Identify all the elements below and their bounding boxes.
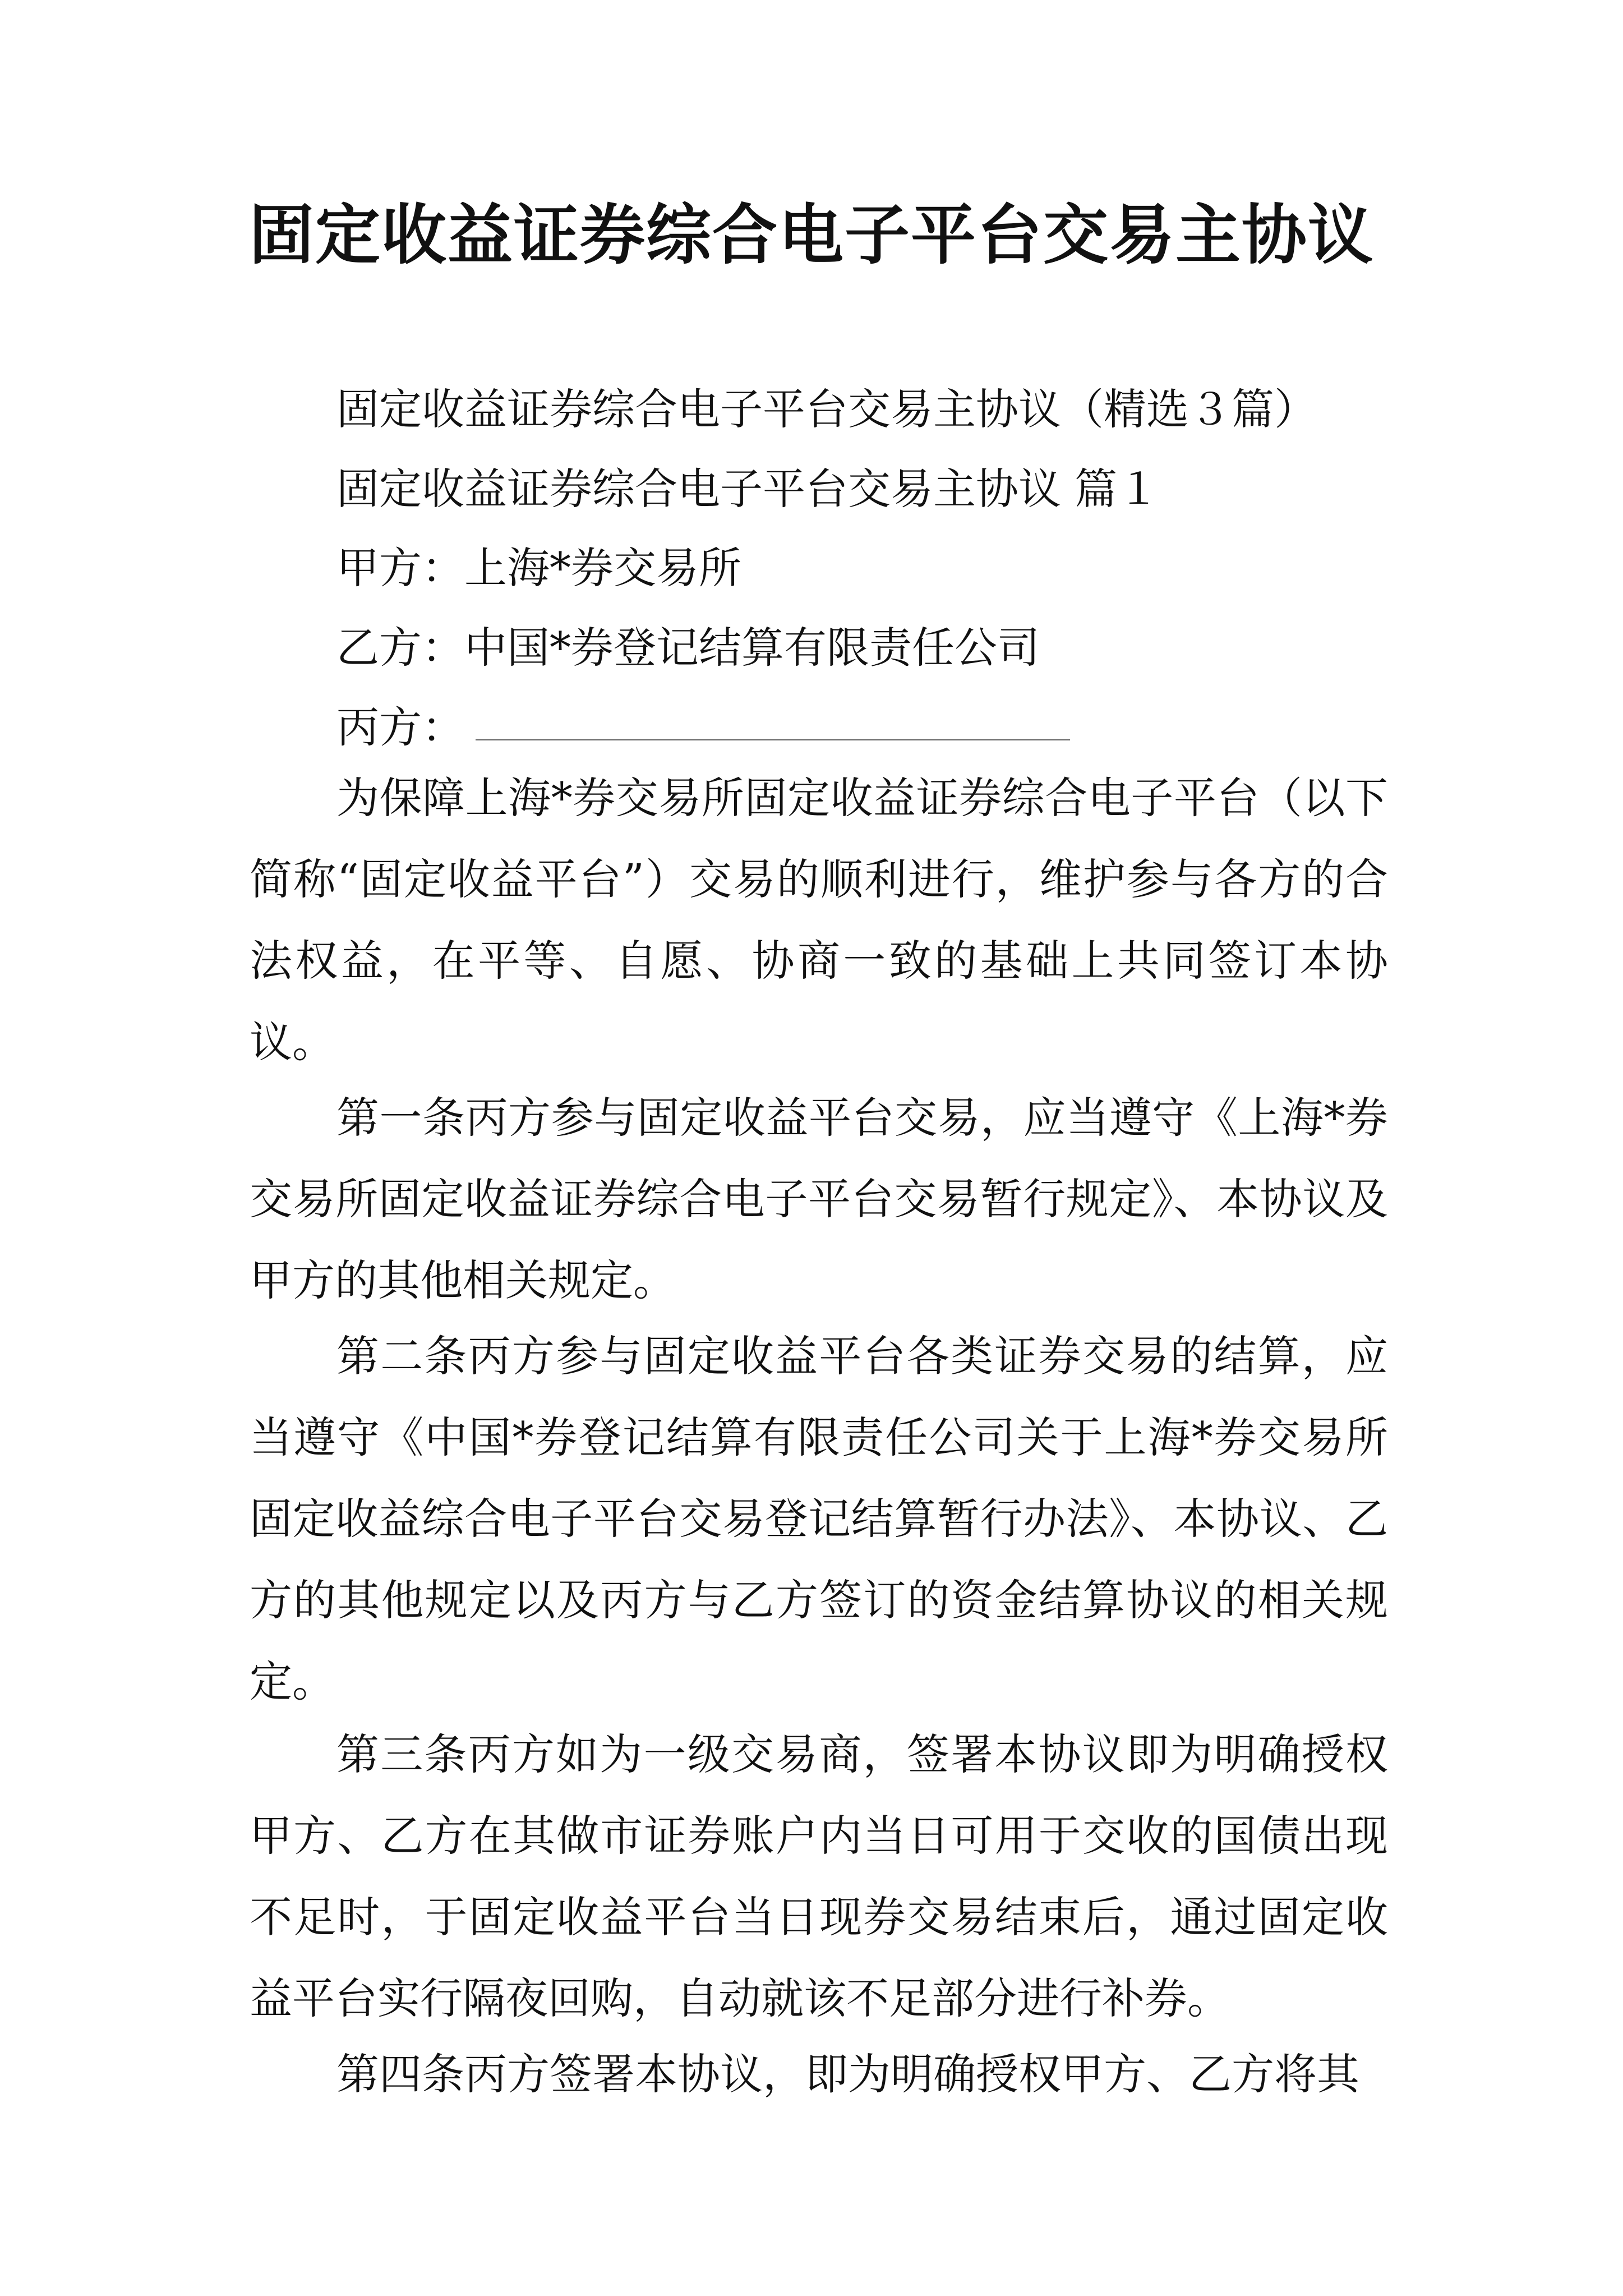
subtitle-collection: 固定收益证券综合电子平台交易主协议（精选３篇） xyxy=(336,384,1317,434)
party-c xyxy=(336,700,1070,756)
paragraph-article-2: 第二条丙方参与固定收益平台各类证券交易的结算，应当遵守《中国*券登记结算有限责任公司关于上海*券交易所固定收益综合电子平台交易登记结算暂行办法》、本协议、乙方的其他规定以及丙方与乙方签订的资金结算协议的相关规定。 xyxy=(250,1331,1388,1706)
party-a: 甲方：上海*券交易所 xyxy=(336,543,741,593)
paragraph-article-4: 第四条丙方签署本协议，即为明确授权甲方、乙方将其 xyxy=(336,2049,1359,2099)
party-c-blank-line xyxy=(476,700,1070,740)
party-c-label: 丙方： xyxy=(336,702,464,752)
paragraph-article-1: 第一条丙方参与固定收益平台交易，应当遵守《上海*券交易所固定收益证券综合电子平台交易暂行规定》、本协议及甲方的其他相关规定。 xyxy=(250,1093,1388,1305)
subtitle-part: 固定收益证券综合电子平台交易主协议 篇１ xyxy=(336,464,1160,514)
paragraph-preamble: 为保障上海*券交易所固定收益证券综合电子平台（以下简称“固定收益平台”）交易的顺利进行，维护参与各方的合法权益，在平等、自愿、协商一致的基础上共同签订本协议。 xyxy=(250,773,1388,1067)
document-title: 固定收益证券综合电子平台交易主协议 xyxy=(249,197,1374,273)
paragraph-article-3: 第三条丙方如为一级交易商，签署本协议即为明确授权甲方、乙方在其做市证券账户内当日可用于交收的国债出现不足时，于固定收益平台当日现券交易结束后，通过固定收益平台实行隔夜回购，自动就该不足部分进行补券。 xyxy=(250,1729,1388,2023)
party-b: 乙方：中国*券登记结算有限责任公司 xyxy=(336,623,1040,673)
